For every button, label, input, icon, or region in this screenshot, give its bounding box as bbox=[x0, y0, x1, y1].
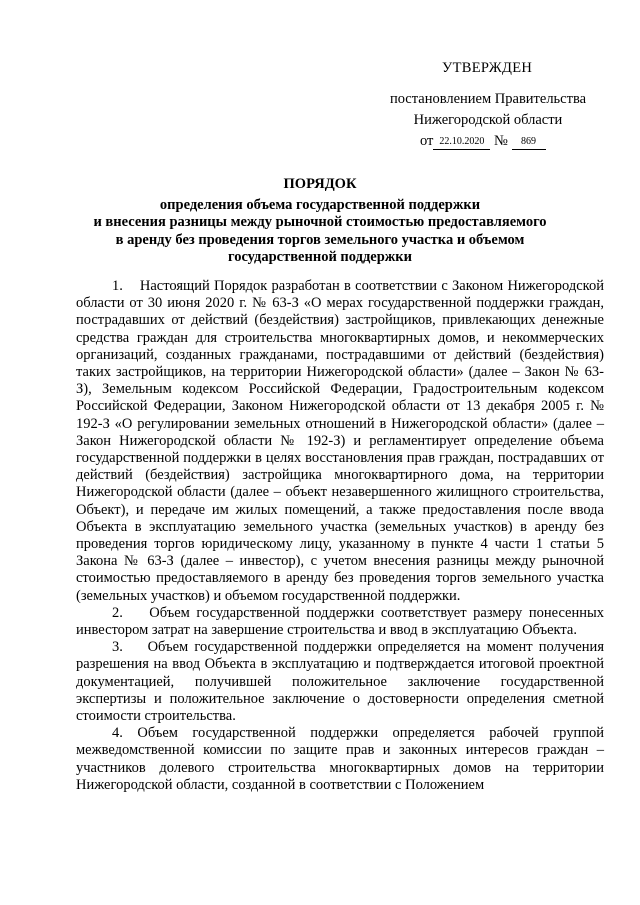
paragraph-1: 1. Настоящий Порядок разработан в соответствии с Законом Нижегородской области от 30 июня 2020 г. № 63-З «О мерах государственной поддержки граждан, пострадавших от действий (бездействия) застройщиков, привлекающих денежные средства граждан для строительства многоквартирных домов, и некоммерческих организаций, созданных гражданами, пострадавшими от действий (бездействия) таких застройщиков, на территории Нижегородской области» (далее – Закон № 63-З), Земельным кодексом Российской Федерации, Градостроительным кодексом Российской Федерации, Законом Нижегородской области от 13 декабря 2005 г. № 192-З «О регулировании земельных отношений в Нижегородской области» (далее – Закон Нижегородской области № 192-З) и регламентирует определение объема государственной поддержки в целях восстановления прав граждан, пострадавших от действий (бездействия) застройщика многоквартирного дома, на территории Нижегородской области (далее – объект незавершенного жилищного строительства, Объект), и передаче им жилых помещений, а также предоставления после ввода Объекта в эксплуатацию земельного участка (земельных участков) в аренду без проведения торгов юридическому лицу, указанному в пункте 4 части 1 статьи 5 Закона № 63-З (далее – инвестор), с учетом внесения разницы между рыночной стоимостью предоставляемого в аренду без проведения торгов земельного участка (земельных участков) и объемом государственной поддержки. bbox=[76, 278, 604, 604]
title-main: ПОРЯДОК bbox=[283, 176, 357, 192]
approval-line-2: Нижегородской области bbox=[413, 112, 563, 128]
approval-heading: УТВЕРЖДЕН bbox=[442, 60, 533, 76]
document-body bbox=[76, 278, 604, 794]
paragraph-4: 4. Объем государственной поддержки определяется рабочей группой межведомственной комиссии по защите прав и законных интересов граждан – участников долевого строительства многоквартирных домов на территории Нижегородской области, созданной в соответствии с Положением bbox=[76, 725, 604, 793]
title-line-1: определения объема государственной поддержки bbox=[159, 196, 481, 213]
title-line-3: в аренду без проведения торгов земельного участка и объемом bbox=[115, 231, 525, 248]
approval-date: 22.10.2020 bbox=[433, 135, 490, 150]
number-label: № bbox=[494, 133, 508, 149]
paragraph-2: 2. Объем государственной поддержки соответствует размеру понесенных инвестором затрат на завершение строительства и ввод в эксплуатацию Объекта. bbox=[76, 604, 604, 639]
approval-line-1: постановлением Правительства bbox=[389, 91, 587, 107]
approval-number: 869 bbox=[512, 135, 546, 150]
from-label: от bbox=[420, 133, 434, 149]
title-line-2: и внесения разницы между рыночной стоимостью предоставляемого bbox=[93, 214, 547, 230]
approval-signature-line bbox=[372, 131, 604, 152]
title-line-4: государственной поддержки bbox=[227, 249, 413, 265]
approval-stamp bbox=[372, 58, 604, 152]
paragraph-3: 3. Объем государственной поддержки определяется на момент получения разрешения на ввод Объекта в эксплуатацию и подтверждается итоговой проектной документацией, получившей положительное заключение государственной экспертизы и положительное заключение о достоверности определения сметной стоимости строительства. bbox=[76, 639, 604, 725]
document-title bbox=[60, 176, 580, 267]
